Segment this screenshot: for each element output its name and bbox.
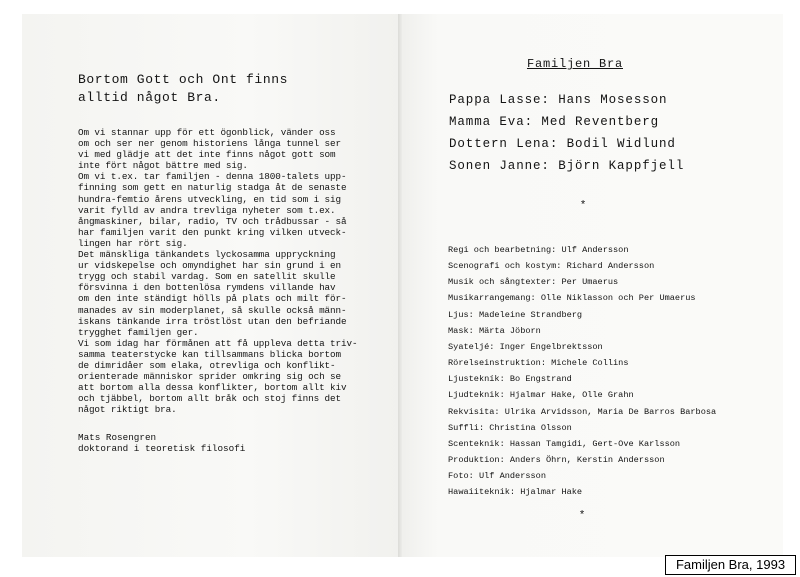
cast-entry: Dottern Lena: Bodil Widlund	[449, 137, 676, 151]
essay-paragraph: Om vi stannar upp för ett ögonblick, vänder oss om och ser ner genom historiens långa tunnel ser vi med glädje att det inte finns något gott som inte fört något bättre med sig.	[78, 127, 341, 172]
credit-entry: Rekvisita: Ulrika Arvidsson, Maria De Barros Barbosa	[448, 406, 717, 417]
credit-entry: Scenografi och kostym: Richard Andersson	[448, 261, 655, 272]
essay-paragraph: Det mänskliga tänkandets lyckosamma uppryckning ur vidskepelse och omyndighet har sin grund i en trygg och stabil vardag. Som en satellit skulle försvinna i den bottenlösa rymdens villande hav om den inte ständigt hölls på plats och milt för- manades av sin moderplanet, så skulle också männ- iskans tänkande irra tröstlöst utan den befriande trygghet familjen ger.	[78, 249, 347, 338]
cast-entry: Pappa Lasse: Hans Mosesson	[449, 93, 668, 107]
credit-entry: Scenteknik: Hassan Tamgidi, Gert-Ove Karlsson	[448, 438, 681, 449]
credit-entry: Suffli: Christina Olsson	[448, 422, 572, 433]
left-page-heading	[78, 71, 368, 107]
signature-block	[78, 432, 348, 454]
credit-entry: Mask: Märta Jöborn	[448, 325, 541, 336]
credit-entry: Ljustekník: Bo Engstrand	[448, 374, 572, 385]
credit-entry: Regi och bearbetning: Ulf Andersson	[448, 245, 629, 255]
credits-list	[448, 242, 778, 501]
play-title: Familjen Bra	[526, 57, 623, 71]
heading-line: alltid något Bra.	[78, 90, 221, 105]
essay-paragraph: Vi som idag har förmånen att få uppleva detta triv- samma teaterstycke kan tillsammans blicka bortom de dimridåer som elaka, otrevliga och konflikt- orienterade människor sprider omkring sig och se att bortom alla dessa konflikter, bortom allt kiv och tjäbbel, bortom allt bråk och stoj finns det något riktigt bra.	[78, 337, 358, 416]
credit-entry: Syateljé: Inger Engelbrektsson	[448, 341, 603, 352]
heading-line: Bortom Gott och Ont finns	[78, 72, 289, 87]
credit-entry: Rörelseinstruktion: Michele Collins	[448, 358, 629, 369]
separator-asterisk: *	[578, 510, 586, 522]
credit-entry: Foto: Ulf Andersson	[448, 471, 546, 482]
cast-entry: Mamma Eva: Med Reventberg	[449, 115, 660, 129]
author-name: Mats Rosengren	[78, 432, 157, 443]
cast-entry: Sonen Janne: Björn Kappfjell	[449, 159, 685, 173]
separator-asterisk: *	[579, 200, 587, 212]
credit-entry: Ljudteknik: Hjalmar Hake, Olle Grahn	[448, 390, 634, 401]
essay-text	[78, 127, 370, 415]
cast-list	[449, 89, 779, 177]
credit-entry: Hawaiiteknik: Hjalmar Hake	[448, 487, 583, 498]
credit-entry: Musik och sångtexter: Per Umaerus	[448, 277, 619, 288]
credit-entry: Musikarrangemang: Olle Niklasson och Per Umaerus	[448, 293, 696, 304]
image-caption: Familjen Bra, 1993	[665, 555, 796, 575]
page-fold	[398, 14, 402, 557]
credit-entry: Ljus: Madeleine Strandberg	[448, 309, 583, 320]
credit-entry: Produktion: Anders Öhrn, Kerstin Andersson	[448, 455, 665, 466]
author-title: doktorand i teoretisk filosofi	[78, 443, 246, 454]
essay-paragraph: Om vi t.ex. tar familjen - denna 1800-talets upp- finning som gett en naturlig stadga åt de senaste hundra-femtio årens utveckling, en tid som i sig varit fylld av andra trevliga nyheter som t.ex. ångmaskiner, bilar, radio, TV och trådbussar - så har familjen varit den punkt kring vilken utveck- lingen har rört sig.	[78, 171, 347, 249]
